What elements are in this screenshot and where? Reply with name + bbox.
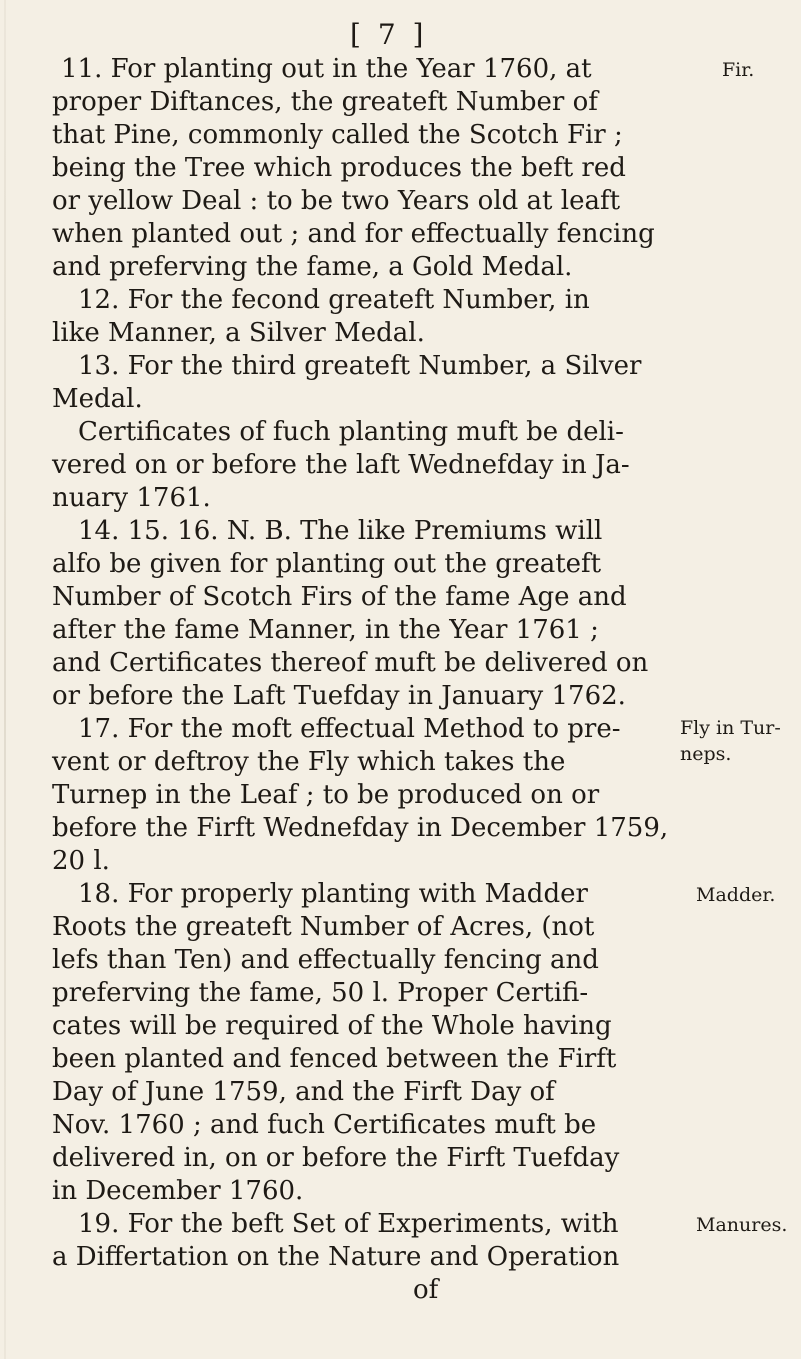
text-line: Day of June 1759, and the Firft Day of bbox=[52, 1077, 555, 1107]
text-line: like Manner, a Silver Medal. bbox=[52, 318, 425, 348]
text-line: Certificates of fuch planting muft be deli- bbox=[78, 417, 624, 447]
margin-note-fir: Fir. bbox=[722, 59, 755, 81]
text-line: Nov. 1760 ; and fuch Certificates muft be bbox=[52, 1110, 597, 1140]
text-line: 13. For the third greateft Number, a Silver bbox=[78, 351, 642, 381]
text-line: 18. For properly planting with Madder bbox=[78, 879, 588, 909]
text-line: when planted out ; and for effectually fencing bbox=[52, 219, 655, 249]
text-line: 14. 15. 16. N. B. The like Premiums will bbox=[78, 516, 603, 546]
text-line: vered on or before the laft Wednefday in Ja- bbox=[52, 450, 630, 480]
text-line: that Pine, commonly called the Scotch Fir ; bbox=[52, 120, 623, 150]
text-line: 11. For planting out in the Year 1760, at bbox=[61, 54, 592, 84]
text-line: and preferving the fame, a Gold Medal. bbox=[52, 252, 573, 282]
text-line: vent or deftroy the Fly which takes the bbox=[52, 747, 566, 777]
text-line: or yellow Deal : to be two Years old at leaft bbox=[52, 186, 621, 216]
text-line: cates will be required of the Whole having bbox=[52, 1011, 612, 1041]
catchword: of bbox=[413, 1275, 439, 1305]
text-line: delivered in, on or before the Firft Tuefday bbox=[52, 1143, 620, 1173]
text-line: before the Firft Wednefday in December 1759, bbox=[52, 813, 669, 843]
text-line: alfo be given for planting out the greateft bbox=[52, 549, 602, 579]
text-line: 19. For the beft Set of Experiments, with bbox=[78, 1209, 619, 1239]
text-line: a Differtation on the Nature and Operation bbox=[52, 1242, 620, 1272]
margin-note-madder: Madder. bbox=[696, 884, 776, 906]
text-line: proper Diftances, the greateft Number of bbox=[52, 87, 598, 117]
text-line: or before the Laft Tuefday in January 1762. bbox=[52, 681, 626, 711]
text-line: 20 l. bbox=[52, 846, 110, 876]
margin-note-fly: Fly in Tur- bbox=[680, 717, 781, 739]
text-line: 17. For the moft effectual Method to pre- bbox=[78, 714, 621, 744]
page-edge-shadow bbox=[4, 0, 6, 1359]
text-line: 12. For the fecond greateft Number, in bbox=[78, 285, 590, 315]
text-line: Roots the greateft Number of Acres, (not bbox=[52, 912, 595, 942]
text-line: nuary 1761. bbox=[52, 483, 211, 513]
text-line: after the fame Manner, in the Year 1761 ; bbox=[52, 615, 599, 645]
page-number: [ 7 ] bbox=[350, 18, 428, 51]
text-line: Medal. bbox=[52, 384, 143, 414]
text-line: Turnep in the Leaf ; to be produced on or bbox=[52, 780, 600, 810]
text-line: and Certificates thereof muft be delivered on bbox=[52, 648, 649, 678]
text-line: being the Tree which produces the beft red bbox=[52, 153, 626, 183]
text-line: been planted and fenced between the Firft bbox=[52, 1044, 617, 1074]
margin-note-fly-cont: neps. bbox=[680, 743, 732, 765]
margin-note-manures: Manures. bbox=[696, 1214, 788, 1236]
text-line: lefs than Ten) and effectually fencing and bbox=[52, 945, 599, 975]
text-line: Number of Scotch Firs of the fame Age and bbox=[52, 582, 627, 612]
text-line: in December 1760. bbox=[52, 1176, 304, 1206]
text-line: preferving the fame, 50 l. Proper Certifi- bbox=[52, 978, 589, 1008]
